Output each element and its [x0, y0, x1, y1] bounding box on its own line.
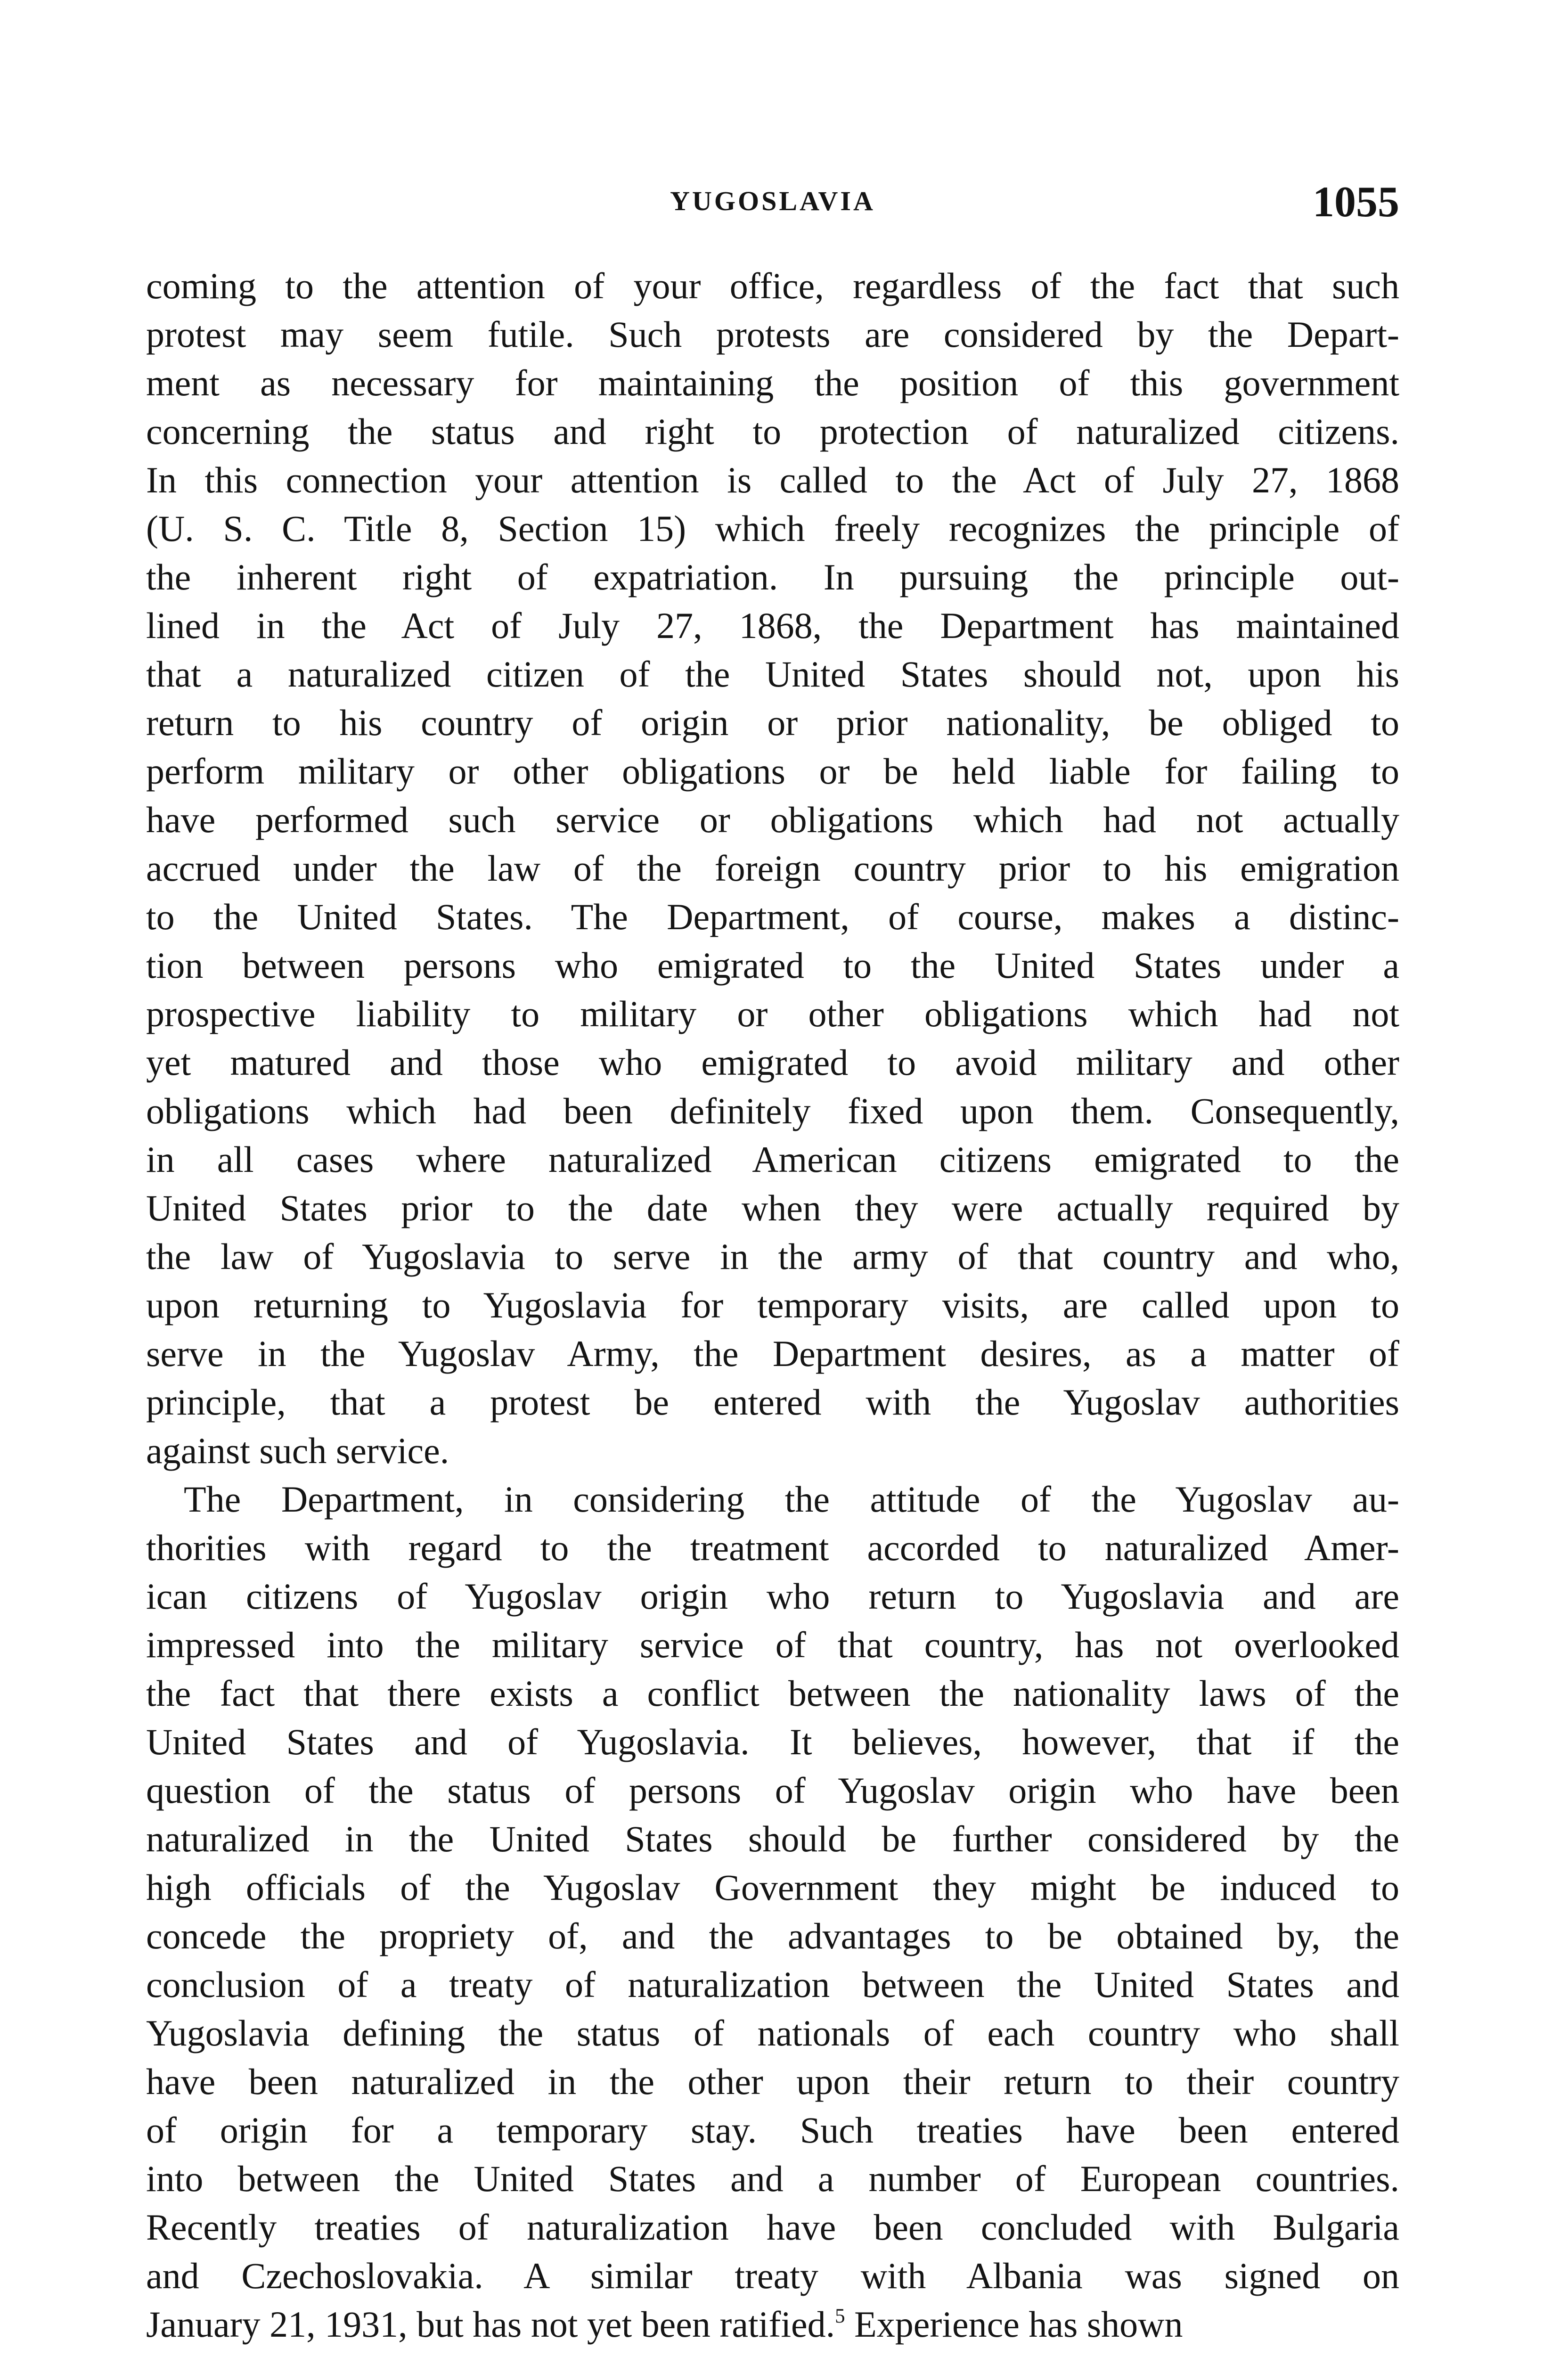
text-line: ment as necessary for maintaining the position of this government: [146, 362, 1399, 403]
text-line: in all cases where naturalized American citizens emigrated to the: [146, 1139, 1399, 1180]
page-number: 1055: [1313, 178, 1399, 226]
text-line: obligations which had been definitely fixed upon them. Consequently,: [146, 1090, 1399, 1131]
text-line: the inherent right of expatriation. In pursuing the principle out-: [146, 556, 1399, 597]
text-line-segment: January 21, 1931, but has not yet been ratified.: [146, 2304, 835, 2345]
text-line: upon returning to Yugoslavia for temporary visits, are called upon to: [146, 1284, 1399, 1325]
text-line: lined in the Act of July 27, 1868, the Department has maintained: [146, 605, 1399, 646]
paragraph-1: [146, 262, 1399, 1475]
text-line: accrued under the law of the foreign country prior to his emigration: [146, 848, 1399, 889]
text-line: have been naturalized in the other upon their return to their country: [146, 2061, 1399, 2102]
text-line: coming to the attention of your office, regardless of the fact that such: [146, 265, 1399, 306]
paragraph-2: [146, 1475, 1399, 2348]
text-line: principle, that a protest be entered with the Yugoslav authorities: [146, 1382, 1399, 1423]
text-line: naturalized in the United States should be further considered by the: [146, 1818, 1399, 1859]
text-line: (U. S. C. Title 8, Section 15) which freely recognizes the principle of: [146, 508, 1399, 549]
text-line: the fact that there exists a conflict between the nationality laws of the: [146, 1673, 1399, 1714]
text-line: high officials of the Yugoslav Government they might be induced to: [146, 1867, 1399, 1908]
text-line: serve in the Yugoslav Army, the Department desires, as a matter of: [146, 1333, 1399, 1374]
text-line: [146, 2300, 1399, 2348]
text-line: The Department, in considering the attitude of the Yugoslav au-: [184, 1479, 1399, 1520]
text-line: United States prior to the date when they were actually required by: [146, 1187, 1399, 1228]
text-line: United States and of Yugoslavia. It believes, however, that if the: [146, 1721, 1399, 1762]
text-line: perform military or other obligations or be held liable for failing to: [146, 751, 1399, 792]
body-text: [146, 262, 1399, 2348]
text-line: Recently treaties of naturalization have been concluded with Bulgaria: [146, 2207, 1399, 2248]
text-line: prospective liability to military or other obligations which had not: [146, 993, 1399, 1034]
text-line-segment: Experience has shown: [845, 2304, 1183, 2345]
text-line: the law of Yugoslavia to serve in the army of that country and who,: [146, 1236, 1399, 1277]
text-line: ican citizens of Yugoslav origin who return to Yugoslavia and are: [146, 1576, 1399, 1617]
text-line: concede the propriety of, and the advantages to be obtained by, the: [146, 1915, 1399, 1956]
text-line: impressed into the military service of that country, has not overlooked: [146, 1624, 1399, 1665]
running-title: YUGOSLAVIA: [670, 186, 875, 216]
text-line: conclusion of a treaty of naturalization between the United States and: [146, 1964, 1399, 2005]
text-line: Yugoslavia defining the status of nationals of each country who shall: [146, 2012, 1399, 2053]
text-line: thorities with regard to the treatment accorded to naturalized Amer-: [146, 1527, 1399, 1568]
footnote-reference: 5: [835, 2305, 845, 2327]
text-line: into between the United States and a number of European countries.: [146, 2158, 1399, 2199]
text-line: concerning the status and right to protection of naturalized citizens.: [146, 411, 1399, 452]
text-line: tion between persons who emigrated to the United States under a: [146, 945, 1399, 986]
text-line: to the United States. The Department, of course, makes a distinc-: [146, 896, 1399, 937]
text-line: In this connection your attention is called to the Act of July 27, 1868: [146, 459, 1399, 500]
text-line: protest may seem futile. Such protests are considered by the Depart-: [146, 314, 1399, 355]
text-line: return to his country of origin or prior nationality, be obliged to: [146, 702, 1399, 743]
text-line: yet matured and those who emigrated to avoid military and other: [146, 1042, 1399, 1083]
text-line: of origin for a temporary stay. Such treaties have been entered: [146, 2110, 1399, 2151]
running-head: [146, 177, 1399, 229]
text-line: question of the status of persons of Yugoslav origin who have been: [146, 1770, 1399, 1811]
text-line: against such service.: [146, 1430, 449, 1471]
text-line: that a naturalized citizen of the United States should not, upon his: [146, 654, 1399, 695]
text-line: and Czechoslovakia. A similar treaty with Albania was signed on: [146, 2255, 1399, 2296]
text-line: have performed such service or obligations which had not actually: [146, 799, 1399, 840]
